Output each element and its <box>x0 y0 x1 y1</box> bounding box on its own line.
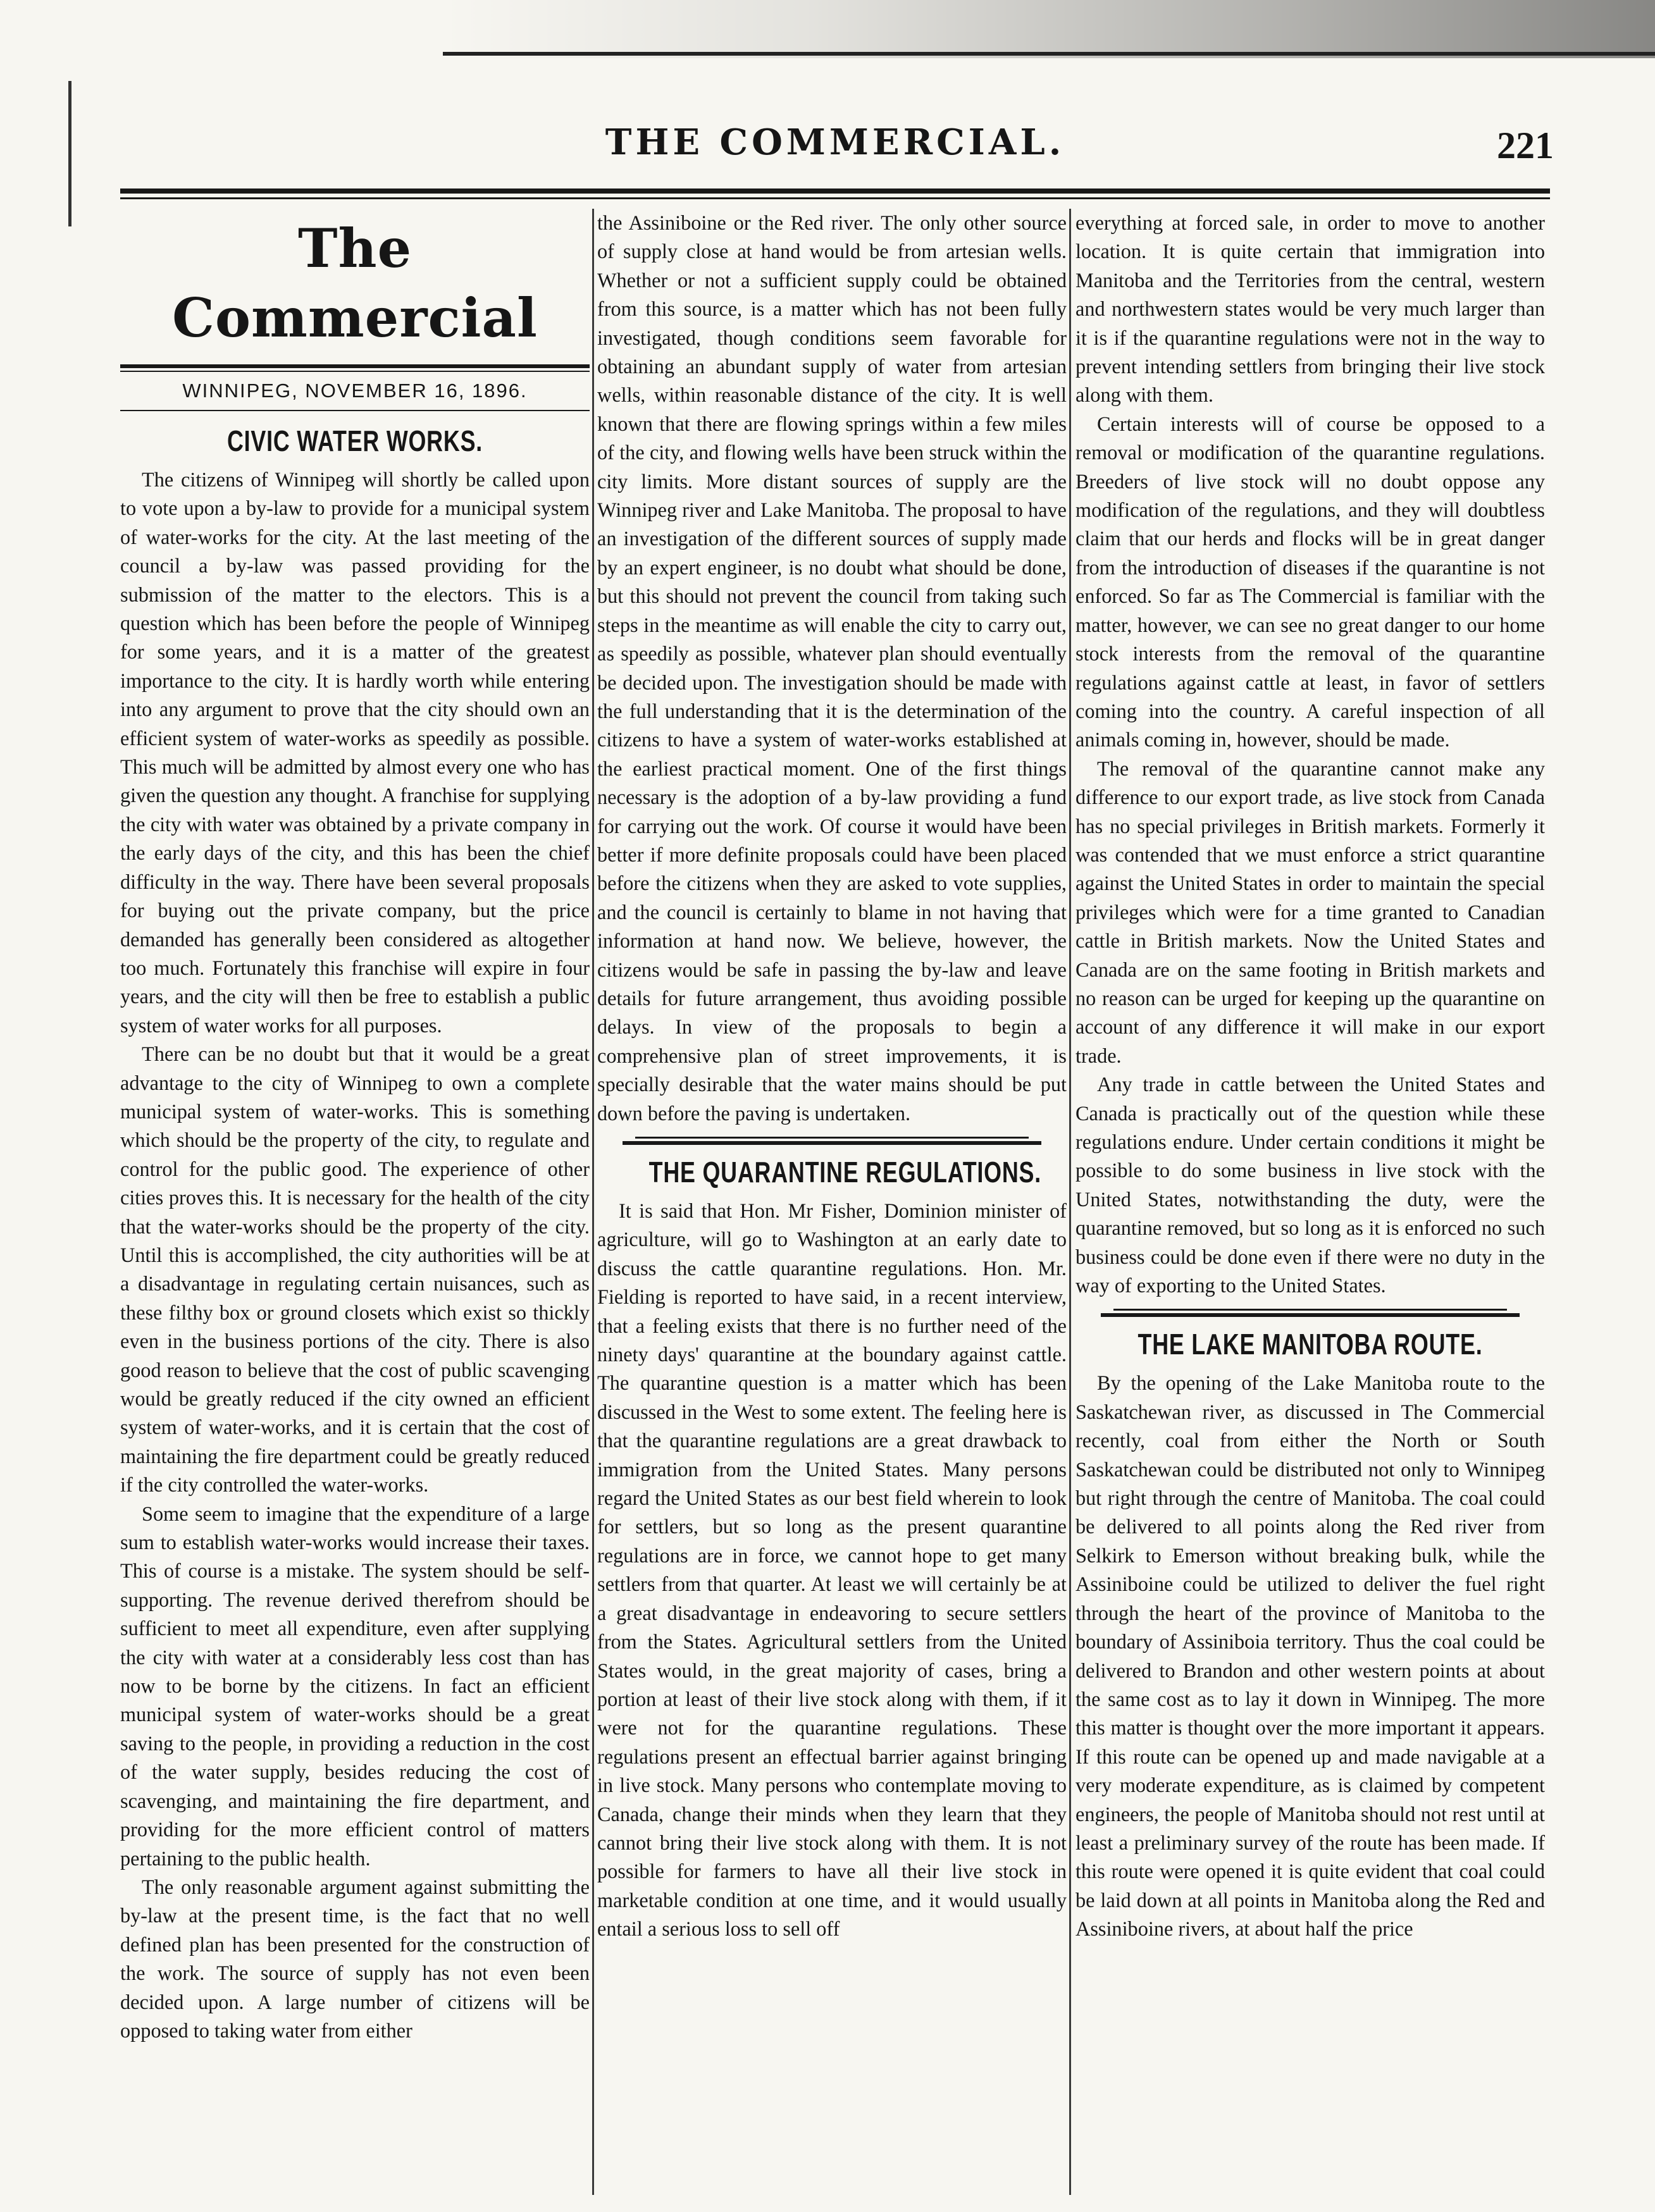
running-head: THE COMMERCIAL. <box>605 121 1065 163</box>
article-paragraph: It is said that Hon. Mr Fisher, Dominion minister of agriculture, will go to Washington at an early date to discuss the cattle quarantine regulations. Hon. Mr. Fielding is reported to have said, in a recent interview, that a feeling exists that there is no further need of the ninety days' quarantine at the boundary against cattle. The quarantine question is a matter which has been discussed in the West to some extent. The feeling here is that the quarantine regulations are a great drawback to immigration from the United States. Many persons regard the United States as our best field wherein to look for settlers, but so long as the present quarantine regulations are in force, we cannot hope to get many settlers from that quarter. At least we will certainly be at a great disadvantage in endeavoring to secure settlers from the States. Agricultural settlers from the United States would, in the great majority of cases, bring a portion at least of their live stock along with them, if it were not for the quarantine regulations. These regulations present an effectual barrier against bringing in live stock. Many persons who contemplate moving to Canada, change their minds when they learn that they cannot bring their live stock along with them. It is not possible for farmers to have all their live stock in marketable condition at one time, and it would usually entail a serious loss to sell off <box>597 1199 1067 1941</box>
header-rule-thick <box>120 188 1550 194</box>
article-paragraph-continued: everything at forced sale, in order to move to another location. It is quite certain that immigration into Manitoba and the Territories from the central, western and northwestern states would be very much larger than it is if the quarantine regulations were not in the way to prevent intending settlers from bringing their live stock along with them. <box>1075 211 1545 407</box>
article-heading-quarantine: THE QUARANTINE REGULATIONS. <box>648 1156 1042 1189</box>
column-divider <box>592 209 594 2195</box>
section-rule <box>635 1137 1029 1139</box>
masthead-rule <box>120 371 590 372</box>
section-rule <box>623 1141 1041 1145</box>
article-heading-lake-manitoba: THE LAKE MANITOBA ROUTE. <box>1137 1328 1483 1361</box>
dateline-rule <box>120 410 590 411</box>
article-paragraph: The citizens of Winnipeg will shortly be called upon to vote upon a by-law to provide for a municipal system of water-works for the city. At the last meeting of the council a by-law was passed providing for the submission of the matter to the electors. This is a question which has been before the people of Winnipeg for some years, and it is a matter of the greatest importance to the city. It is hardly worth while entering into any argument to prove that the city should own an efficient system of water-works as speedily as possible. This much will be admitted by almost every one who has given the question any thought. A franchise for supplying the city with water was obtained by a private company in the early days of the city, and this has been the chief difficulty in the way. There have been several proposals for buying out the private company, but the price demanded has generally been considered as altogether too much. Fortunately this franchise will expire in four years, and the city will then be free to establish a public system of water works for all purposes. <box>120 468 590 1037</box>
column-2 <box>597 209 1067 2195</box>
dateline: WINNIPEG, NOVEMBER 16, 1896. <box>182 380 528 402</box>
article-paragraph-continued: the Assiniboine or the Red river. The only other source of supply close at hand would be from artesian wells. Whether or not a sufficient supply could be obtained from this source, is a matter which has not been fully investigated, though conditions seem favorable for obtaining an abundant supply of water from artesian wells, within reasonable distance of the city. It is well known that there are flowing springs within a few miles of the city, and flowing wells have been struck within the city limits. More distant sources of supply are the Winnipeg river and Lake Manitoba. The proposal to have an investigation of the different sources of supply made by an expert engineer, is no doubt what should be done, but this should not prevent the council from taking such steps in the meantime as will enable the city to carry out, as speedily as possible, whatever plan should eventually be decided upon. The investigation should be made with the full understanding that it is the determination of the citizens to have a system of water-works established at the earliest practical moment. One of the first things necessary is the adoption of a by-law providing a fund for carrying out the work. Of course it would have been better if more definite proposals could have been placed before the citizens when they are asked to vote supplies, and the council is certainly to blame in not having that information at hand now. We believe, however, the citizens would be safe in passing the by-law and leave details for future arrangement, thus avoiding possible delays. In view of the proposals to begin a comprehensive plan of street improvements, it is specially desirable that the water mains should be put down before the paving is undertaken. <box>597 211 1067 1125</box>
masthead-title: The Commercial <box>172 217 538 349</box>
column-1 <box>120 209 590 2195</box>
column-divider <box>1069 209 1071 2195</box>
article-paragraph: Any trade in cattle between the United States and Canada is practically out of the question while these regulations endure. Under certain conditions it might be possible to do some business in live stock with the United States, notwithstanding the duty, were the quarantine removed, but so long as it is enforced no such business could be done even if there were no duty in the way of exporting to the United States. <box>1075 1073 1545 1297</box>
scan-edge-artifact <box>443 0 1655 58</box>
article-paragraph: There can be no doubt but that it would be a great advantage to the city of Winnipeg to own a complete municipal system of water-works. This is something which should be the property of the city, to regulate and control for the public good. The experience of other cities proves this. It is necessary for the health of the city that the water-works should be the property of the city. Until this is accomplished, the city authorities will be at a disadvantage in regulating certain nuisances, such as these filthy box or ground closets which exist so thickly even in the business portions of the city. There is also good reason to believe that the cost of public scavenging would be greatly reduced if the city owned an efficient system of water-works, and it is certain that the cost of maintaining the fire department could be greatly reduced if the city controlled the water-works. <box>120 1042 590 1497</box>
section-rule <box>1101 1313 1520 1317</box>
article-paragraph: By the opening of the Lake Manitoba route to the Saskatchewan river, as discussed in The Commercial recently, coal from either the North or South Saskatchewan could be distributed not only to Winnipeg but right through the centre of Manitoba. The coal could be delivered to all points along the Red river from Selkirk to Emerson without breaking bulk, while the Assiniboine could be utilized to deliver the fuel right through the heart of the province of Manitoba to the boundary of Assiniboia territory. Thus the coal could be delivered to Brandon and other western points at about the same cost as to lay it down in Winnipeg. The more this matter is thought over the more important it appears. If this route can be opened up and made navigable at a very moderate expenditure, as is claimed by competent engineers, the people of Manitoba should not rest until at least a preliminary survey of the route has been made. If this route were opened it is quite evident that coal could be laid down at all points in Manitoba along the Red and Assiniboine rivers, at about half the price <box>1075 1371 1545 1941</box>
article-paragraph: The removal of the quarantine cannot make any difference to our export trade, as live stock from Canada has no special privileges in British markets. Formerly it was contended that we must enforce a strict quarantine against the United States in order to maintain the special privileges which were for a time granted to Canadian cattle in British markets. Now the United States and Canada are on the same footing in British markets and no reason can be urged for keeping up the quarantine on account of any difference it will make in our export trade. <box>1075 757 1545 1067</box>
article-paragraph: Some seem to imagine that the expenditure of a large sum to establish water-works would increase their taxes. This of course is a mistake. The system should be self-supporting. The revenue derived therefrom should be sufficient to meet all expenditure, even after supplying the city with water at a considerably less cost than has now to be borne by the citizens. In fact an efficient municipal system of water-works should be a great saving to the people, in providing a reduction in the cost of the water supply, besides reducing the cost of scavenging, and maintaining the fire department, and providing for the more efficient control of matters pertaining to the public health. <box>120 1502 590 1870</box>
section-rule <box>1113 1309 1507 1311</box>
article-paragraph: Certain interests will of course be opposed to a removal or modification of the quarantine regulations. Breeders of live stock will no doubt oppose any modification of the regulations, and they will doubtless claim that our herds and flocks will be in great danger from the introduction of diseases if the quarantine is not enforced. So far as The Commercial is familiar with the matter, however, we can see no great danger to our home stock interests from the removal of the quarantine regulations against cattle at least, in favor of settlers coming into the country. A careful inspection of all animals coming in, however, should be made. <box>1075 412 1545 751</box>
header-rule-thin <box>120 197 1550 199</box>
margin-mark <box>68 81 71 226</box>
masthead-rule <box>120 364 590 368</box>
page-number: 221 <box>1497 125 1554 166</box>
article-paragraph: The only reasonable argument against submitting the by-law at the present time, is the fact that no well defined plan has been presented for the construction of the work. The source of supply has not even been decided upon. A large number of citizens will be opposed to taking water from either <box>120 1875 590 2042</box>
article-heading-water-works: CIVIC WATER WORKS. <box>226 424 483 457</box>
column-3 <box>1075 209 1545 2195</box>
